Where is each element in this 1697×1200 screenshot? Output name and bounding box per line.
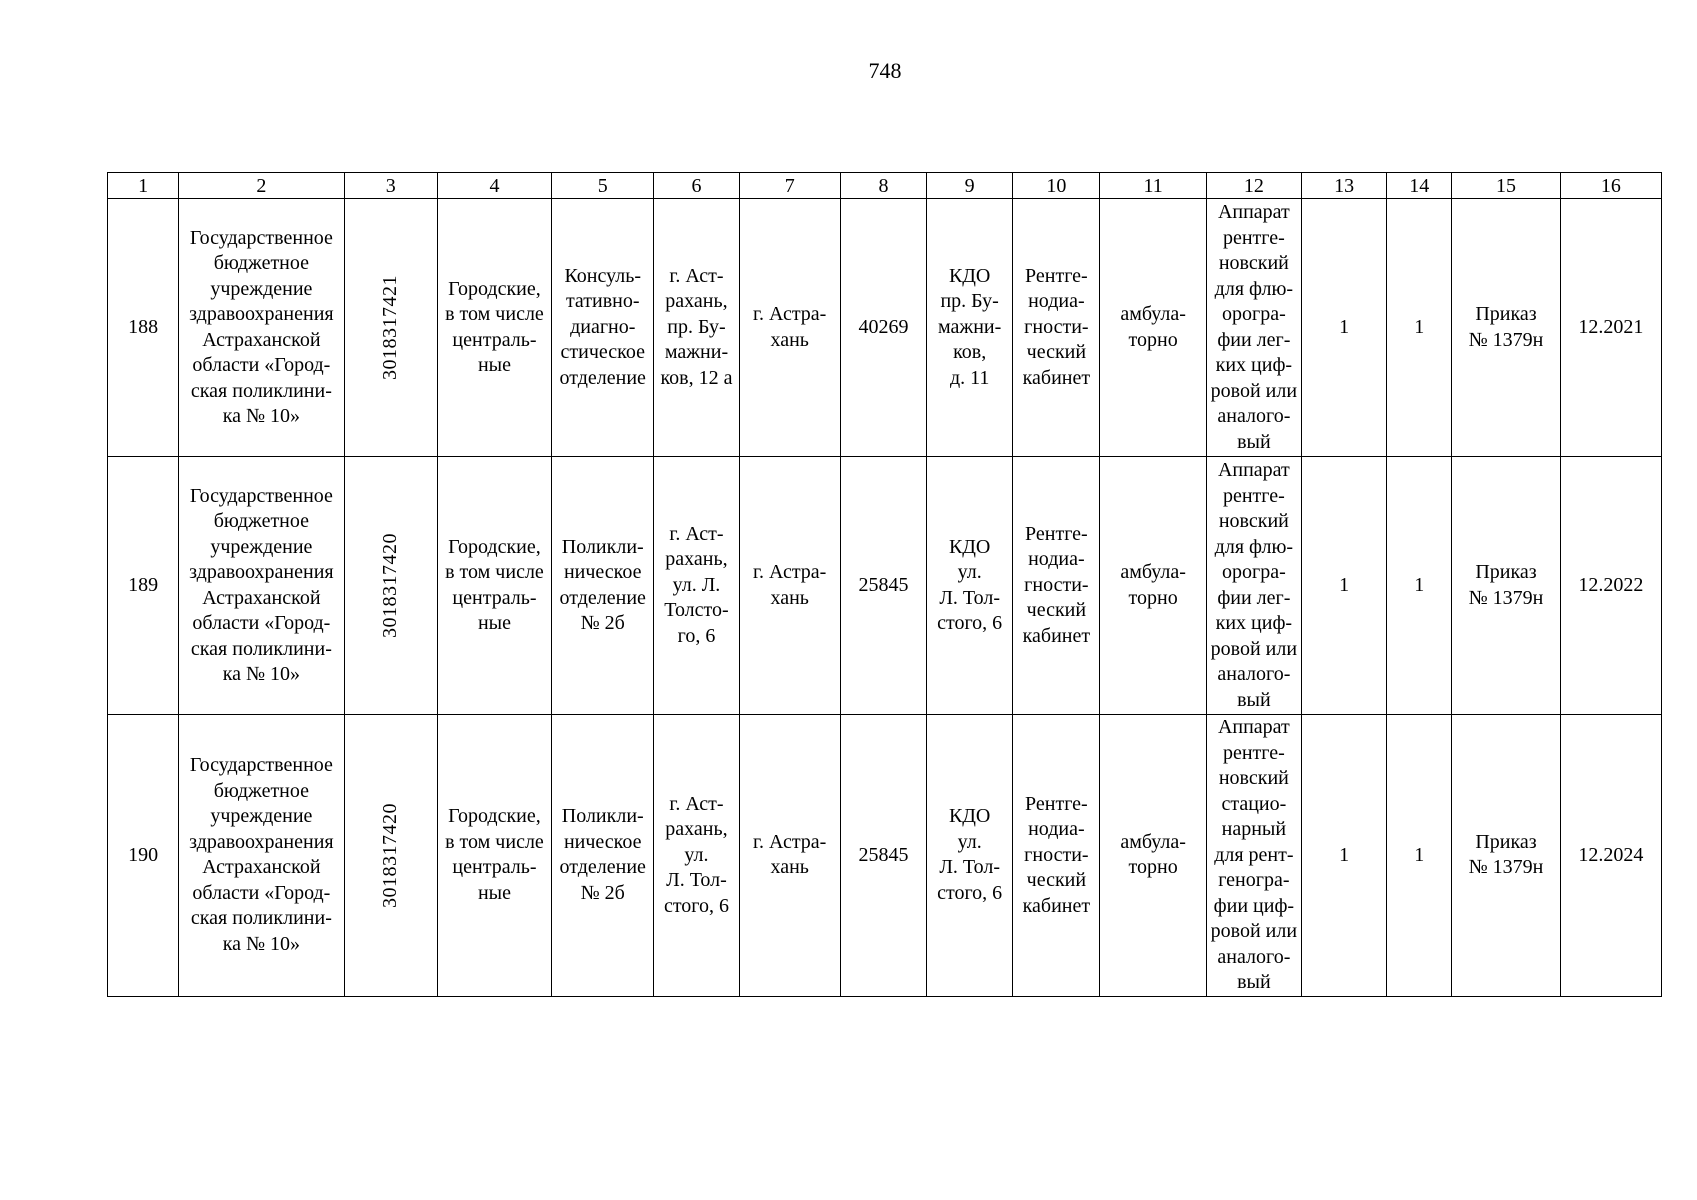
- equipment-text: Аппарат рентге- новский для флю- орогра- фии лег- ких циф- ровой или аналого- вый: [1210, 459, 1298, 711]
- care-mode: [1100, 457, 1206, 715]
- column-header: 4: [437, 173, 551, 199]
- cabinet-type-text: Рентге- нодиа- гности- ческий кабинет: [1022, 522, 1091, 647]
- cabinet-type-text: Рентге- нодиа- гности- ческий кабинет: [1022, 792, 1091, 917]
- date: 12.2021: [1560, 199, 1661, 457]
- order-reference: [1452, 715, 1560, 997]
- order-reference: [1452, 457, 1560, 715]
- table-row: [108, 457, 1662, 715]
- column-header: 1: [108, 173, 179, 199]
- location: [927, 715, 1013, 997]
- date: 12.2024: [1560, 715, 1661, 997]
- row-number: 188: [108, 199, 179, 457]
- column-header: 7: [739, 173, 840, 199]
- inn-code: [344, 715, 437, 997]
- table-row: [108, 715, 1662, 997]
- care-mode-text: амбула- торно: [1120, 303, 1186, 351]
- equipment-text: Аппарат рентге- новский для флю- орогра- фии лег- ких циф- ровой или аналого- вый: [1210, 201, 1298, 453]
- column-header: 16: [1560, 173, 1661, 199]
- settlement-type-text: Городские, в том числе централь- ные: [445, 535, 544, 634]
- settlement-type-text: Городские, в том числе централь- ные: [445, 805, 544, 904]
- quantity-planned: 1: [1387, 715, 1452, 997]
- care-mode: [1100, 715, 1206, 997]
- settlement-type-text: Городские, в том числе централь- ные: [445, 277, 544, 376]
- cabinet-type: [1013, 199, 1100, 457]
- location-text: КДО пр. Бу- мажни- ков, д. 11: [938, 264, 1002, 389]
- order-reference-text: Приказ № 1379н: [1468, 561, 1544, 609]
- column-header: 2: [179, 173, 344, 199]
- institution-name: [179, 199, 344, 457]
- column-header: 3: [344, 173, 437, 199]
- address-text: г. Аст- рахань, ул. Л. Тол- стого, 6: [663, 792, 729, 917]
- order-reference: [1452, 199, 1560, 457]
- page-number: 748: [868, 58, 902, 83]
- inn-code-text: 3018317421: [378, 275, 401, 380]
- equipment: [1206, 715, 1301, 997]
- care-mode-text: амбула- торно: [1120, 561, 1186, 609]
- city-text: г. Астра- хань: [753, 561, 827, 609]
- care-mode: [1100, 199, 1206, 457]
- population: 25845: [840, 457, 926, 715]
- quantity: 1: [1301, 457, 1386, 715]
- inn-code: [344, 199, 437, 457]
- column-header: 14: [1387, 173, 1452, 199]
- department: [552, 199, 654, 457]
- cabinet-type: [1013, 457, 1100, 715]
- cabinet-type: [1013, 715, 1100, 997]
- institution-name: [179, 715, 344, 997]
- row-number: 190: [108, 715, 179, 997]
- city-text: г. Астра- хань: [753, 303, 827, 351]
- inn-code-text: 3018317420: [378, 533, 401, 638]
- address: [654, 715, 739, 997]
- table-header-row: [108, 173, 1662, 199]
- quantity: 1: [1301, 715, 1386, 997]
- department-text: Поликли- ническое отделение № 2б: [559, 805, 646, 904]
- location: [927, 199, 1013, 457]
- settlement-type: [437, 715, 551, 997]
- column-header: 12: [1206, 173, 1301, 199]
- equipment: [1206, 457, 1301, 715]
- city: [739, 715, 840, 997]
- care-mode-text: амбула- торно: [1120, 830, 1186, 879]
- column-header: 9: [927, 173, 1013, 199]
- table-row: [108, 199, 1662, 457]
- population: 40269: [840, 199, 926, 457]
- department-text: Поликли- ническое отделение № 2б: [559, 535, 646, 634]
- inn-code: [344, 457, 437, 715]
- institution-name: [179, 457, 344, 715]
- location-text: КДО ул. Л. Тол- стого, 6: [937, 535, 1003, 634]
- city-text: г. Астра- хань: [753, 830, 827, 879]
- equipment-table: [107, 172, 1662, 997]
- institution-name-text: Государственное бюджетное учреждение здравоохранения Астраханской области «Город- ская поликлини- ка № 10»: [189, 226, 334, 427]
- column-header: 15: [1452, 173, 1560, 199]
- column-header: 11: [1100, 173, 1206, 199]
- equipment-text: Аппарат рентге- новский стацио- нарный для рент- геногра- фии циф- ровой или аналого- вый: [1210, 716, 1298, 993]
- institution-name-text: Государственное бюджетное учреждение здравоохранения Астраханской области «Город- ская поликлини- ка № 10»: [189, 484, 334, 685]
- address: [654, 199, 739, 457]
- department-text: Консуль- тативно- диагно- стическое отделение: [559, 264, 646, 389]
- address-text: г. Аст- рахань, ул. Л. Толсто- го, 6: [664, 522, 729, 647]
- settlement-type: [437, 199, 551, 457]
- row-number: 189: [108, 457, 179, 715]
- column-header: 13: [1301, 173, 1386, 199]
- column-header: 6: [654, 173, 739, 199]
- city: [739, 457, 840, 715]
- quantity-planned: 1: [1387, 457, 1452, 715]
- address: [654, 457, 739, 715]
- department: [552, 715, 654, 997]
- institution-name-text: Государственное бюджетное учреждение здравоохранения Астраханской области «Город- ская поликлини- ка № 10»: [189, 754, 334, 955]
- date: 12.2022: [1560, 457, 1661, 715]
- population: 25845: [840, 715, 926, 997]
- column-header: 8: [840, 173, 926, 199]
- cabinet-type-text: Рентге- нодиа- гности- ческий кабинет: [1022, 264, 1091, 389]
- location-text: КДО ул. Л. Тол- стого, 6: [937, 805, 1003, 904]
- quantity-planned: 1: [1387, 199, 1452, 457]
- quantity: 1: [1301, 199, 1386, 457]
- equipment: [1206, 199, 1301, 457]
- inn-code-text: 3018317420: [378, 802, 401, 908]
- address-text: г. Аст- рахань, пр. Бу- мажни- ков, 12 а: [660, 264, 733, 389]
- department: [552, 457, 654, 715]
- column-header: 5: [552, 173, 654, 199]
- location: [927, 457, 1013, 715]
- order-reference-text: Приказ № 1379н: [1468, 830, 1544, 879]
- city: [739, 199, 840, 457]
- settlement-type: [437, 457, 551, 715]
- column-header: 10: [1013, 173, 1100, 199]
- order-reference-text: Приказ № 1379н: [1468, 303, 1544, 351]
